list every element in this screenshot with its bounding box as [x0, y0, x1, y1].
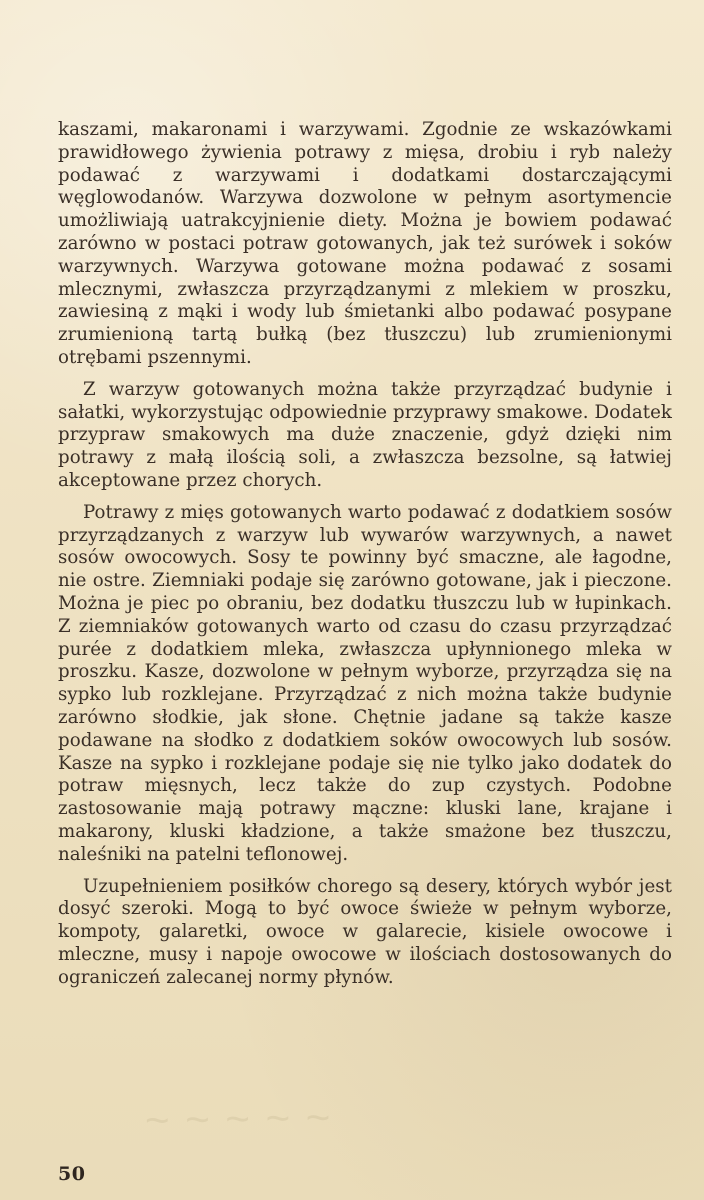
paragraph-1: kaszami, makaronami i warzywami. Zgodnie ze wskazówkami prawidłowego żywienia potrawy z mięsa, drobiu i ryb należy podawać z warzywami i dodatkami dostarczającymi węglowodanów. Warzywa dozwolone w pełnym asortymencie umożliwiają uatrakcyjnienie diety. Można je bowiem podawać zarówno w postaci potraw gotowanych, jak też surówek i soków warzywnych. Warzywa gotowane można podawać z sosami mlecznymi, zwłaszcza przyrządzanymi z mlekiem w proszku, zawiesiną z mąki i wody lub śmietanki albo podawać posypane zrumienioną tartą bułką (bez tłuszczu) lub zrumienionymi otrębami pszennymi.: [58, 119, 672, 368]
paragraph-2: Z warzyw gotowanych można także przyrządzać budynie i sałatki, wykorzystując odpowiednie przyprawy smakowe. Dodatek przypraw smakowych ma duże znaczenie, gdyż dzięki nim potrawy z małą ilością soli, a zwłaszcza bezsolne, są łatwiej akceptowane przez chorych.: [58, 378, 672, 491]
paragraph-3: Potrawy z mięs gotowanych warto podawać z dodatkiem sosów przyrządzanych z warzyw lub wywarów warzywnych, a nawet sosów owocowych. Sosy te powinny być smaczne, ale łagodne, nie ostre. Ziemniaki podaje się zarówno gotowane, jak i pieczone. Można je piec po obraniu, bez dodatku tłuszczu lub w łupinkach. Z ziemniaków gotowanych warto od czasu do czasu przyrządzać purée z dodatkiem mleka, zwłaszcza upłynnionego mleka w proszku. Kasze, dozwolone w pełnym wyborze, przyrządza się na sypko lub rozklejane. Przyrządzać z nich można także budynie zarówno słodkie, jak słone. Chętnie jadane są także kasze podawane na słodko z dodatkiem soków owocowych lub sosów. Kasze na sypko i rozklejane podaje się nie tylko jako dodatek do potraw mięsnych, lecz także do zup czystych. Podobne zastosowanie mają potrawy mączne: kluski lane, krajane i makarony, kluski kładzione, a także smażone bez tłuszczu, naleśniki na patelni teflonowej.: [58, 501, 672, 865]
faint-watermark: ~ ~ ~ ~ ~: [144, 1093, 333, 1144]
page-number: 50: [58, 1163, 86, 1185]
page-text: [58, 119, 672, 989]
paragraph-4: Uzupełnieniem posiłków chorego są desery, których wybór jest dosyć szeroki. Mogą to być owoce świeże w pełnym wyborze, kompoty, galaretki, owoce w galarecie, kisiele owocowe i mleczne, musy i napoje owocowe w ilościach dostosowanych do ograniczeń zalecanej normy płynów.: [58, 875, 672, 988]
